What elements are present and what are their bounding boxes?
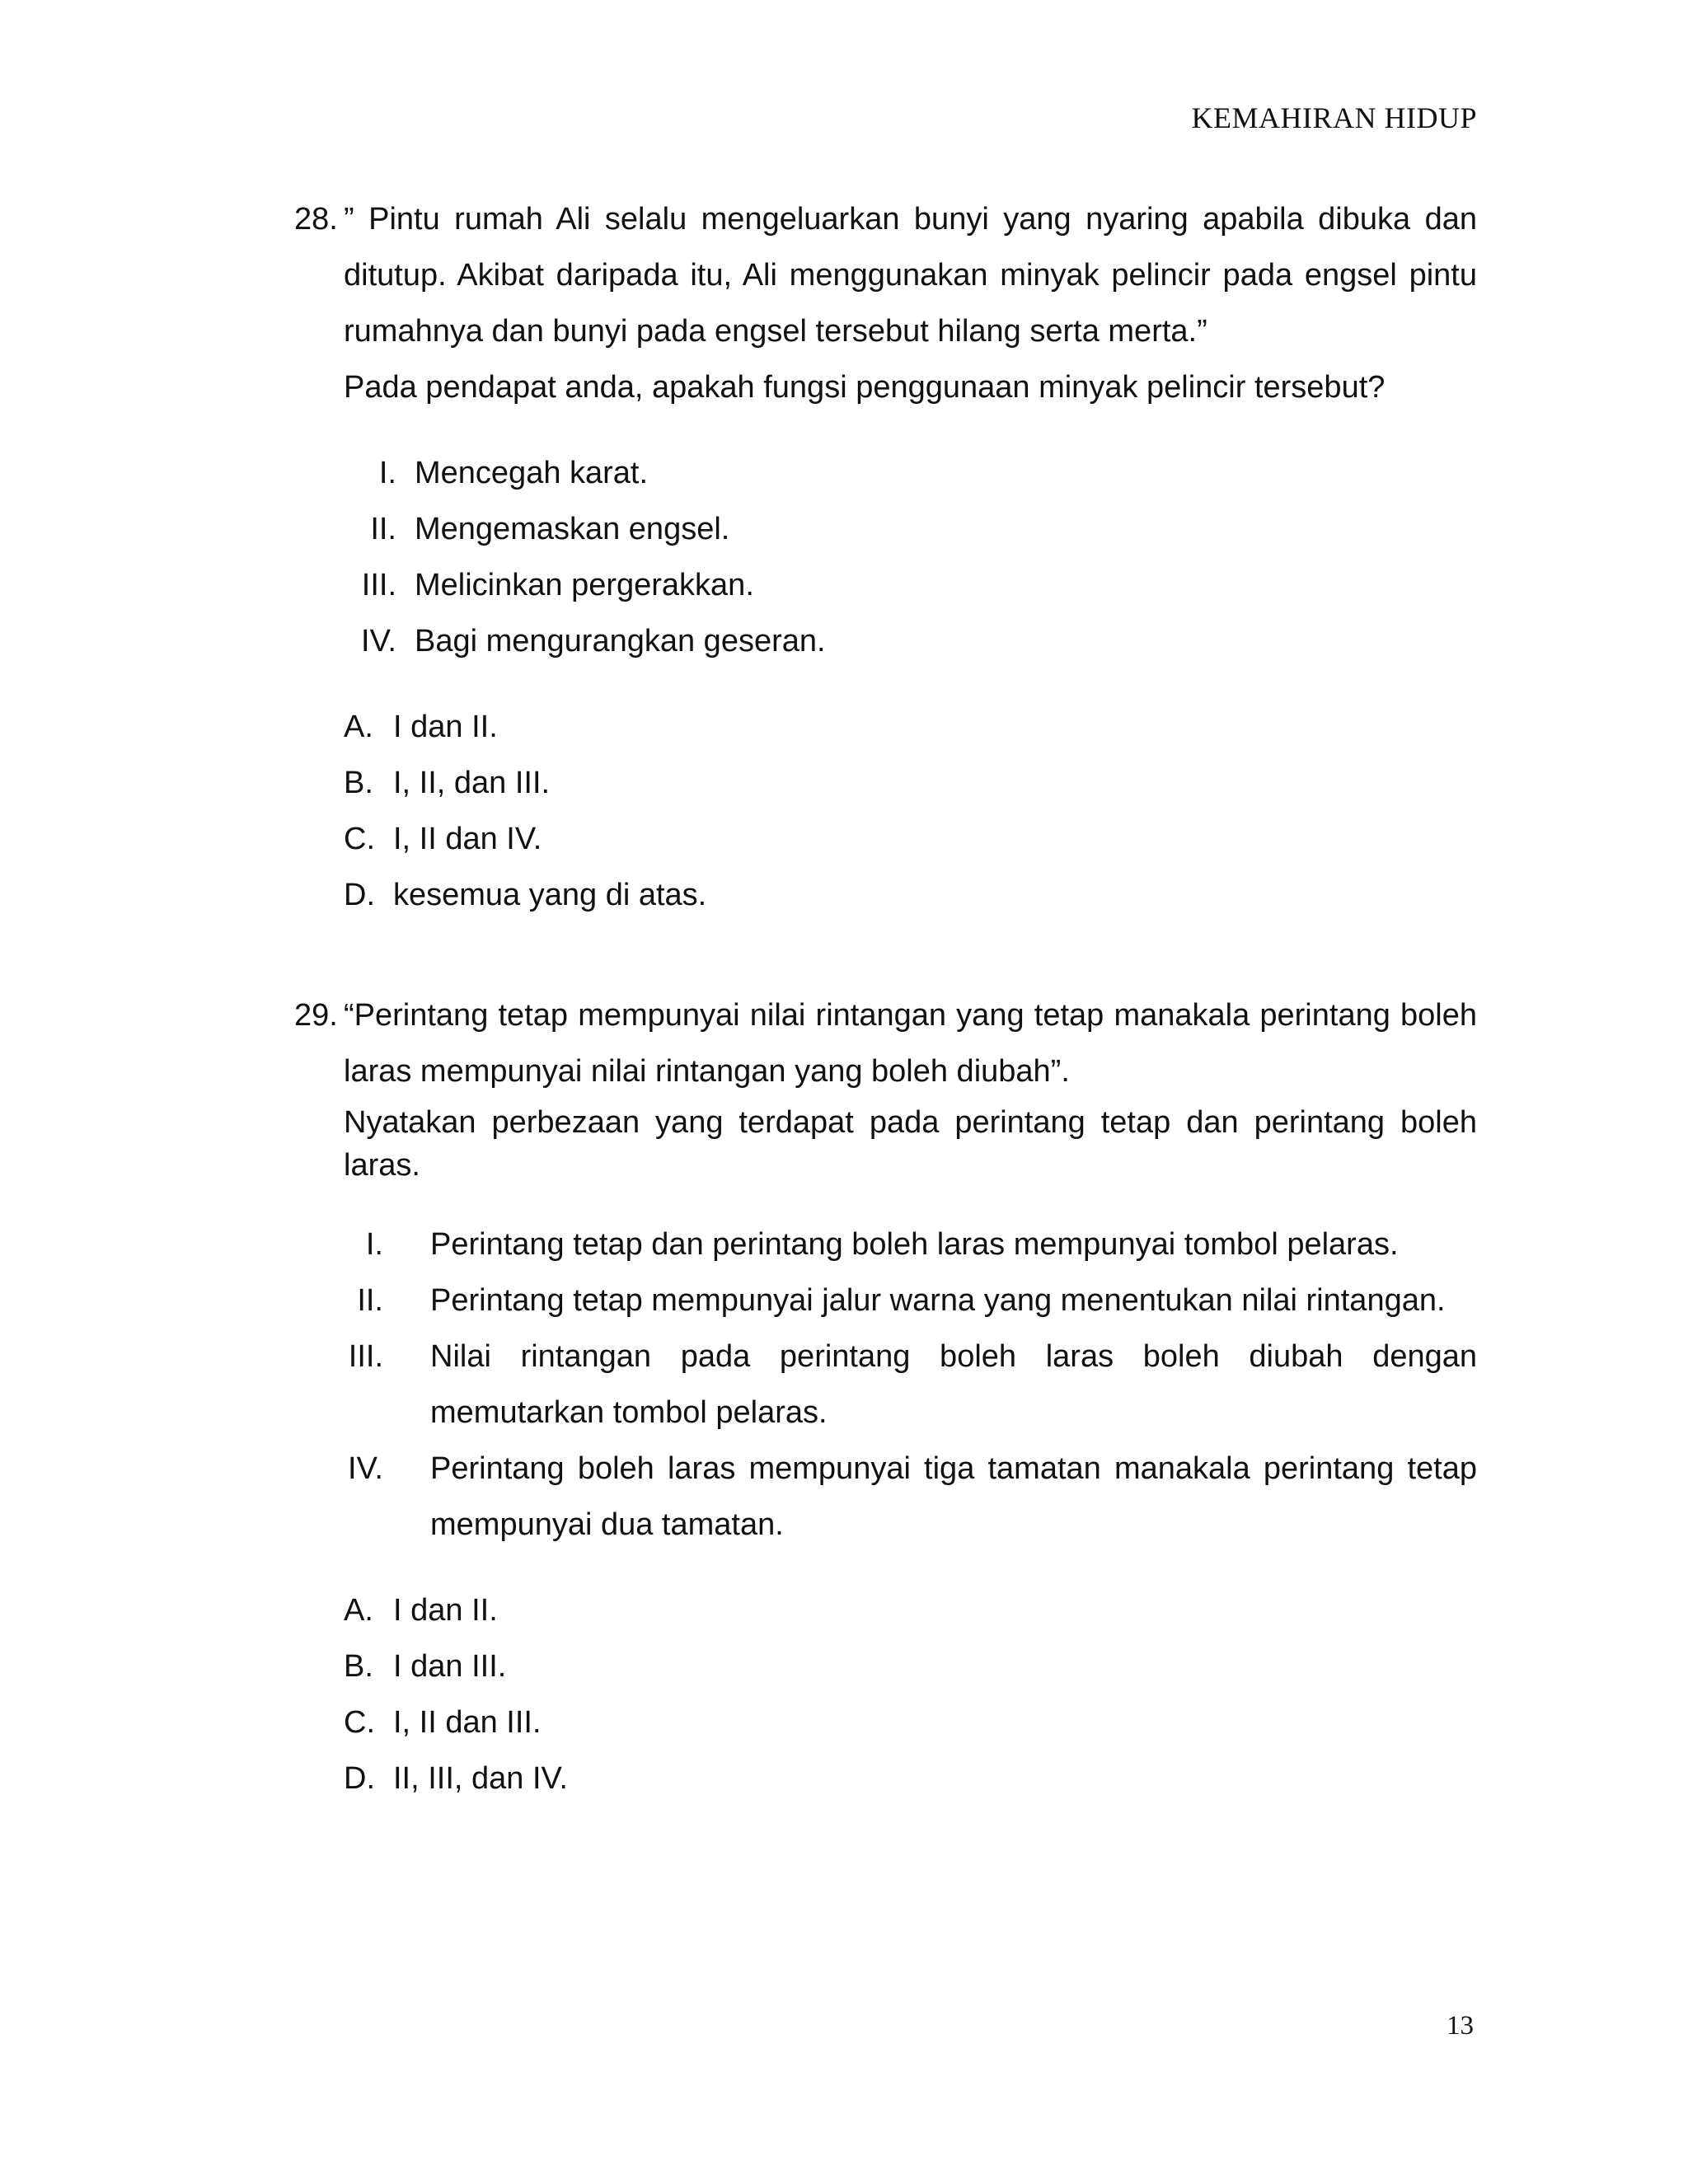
option-letter: B.: [344, 766, 373, 800]
option-letter: D.: [344, 1761, 375, 1796]
option-letter: A.: [344, 1593, 373, 1628]
statement-item: [344, 501, 1477, 557]
statement-numeral: I.: [365, 1227, 383, 1262]
option-letter: B.: [344, 1649, 373, 1684]
statement-text: Melicinkan pergerakkan.: [415, 568, 754, 602]
statement-text: Perintang tetap dan perintang boleh laras mempunyai tombol pelaras.: [430, 1227, 1399, 1262]
option-letter: C.: [344, 1705, 375, 1740]
option-text: I dan II.: [393, 710, 498, 744]
statement-item: [344, 1329, 1477, 1441]
question-number: 28.: [294, 202, 338, 237]
statement-numeral: I.: [378, 456, 396, 490]
statement-list: [344, 445, 1477, 669]
question-28: [294, 191, 1477, 923]
option-text: I, II dan IV.: [393, 822, 542, 856]
option-text: II, III, dan IV.: [393, 1761, 568, 1796]
question-prompt: Pada pendapat anda, apakah fungsi penggunaan minyak pelincir tersebut?: [344, 370, 1386, 405]
option-text: I dan III.: [393, 1649, 507, 1684]
statement-item: [344, 1441, 1477, 1553]
statement-item: [344, 1216, 1477, 1272]
answer-options: [344, 699, 1477, 923]
answer-option-b[interactable]: [344, 1638, 1477, 1694]
page-number: 13: [1447, 2011, 1474, 2041]
statement-numeral: III.: [361, 568, 396, 602]
answer-options: [344, 1582, 1477, 1807]
statement-numeral: II.: [357, 1283, 383, 1318]
answer-option-a[interactable]: [344, 699, 1477, 755]
answer-option-d[interactable]: [344, 867, 1477, 923]
statement-numeral: IV.: [361, 624, 396, 658]
statement-item: [344, 445, 1477, 501]
answer-option-a[interactable]: [344, 1582, 1477, 1638]
option-text: I, II dan III.: [393, 1705, 542, 1740]
page-header-title: KEMAHIRAN HIDUP: [1191, 101, 1477, 134]
question-stem: “Perintang tetap mempunyai nilai rintangan yang tetap manakala perintang boleh laras mempunyai nilai rintangan yang boleh diubah”.: [344, 998, 1477, 1089]
statement-numeral: II.: [370, 512, 396, 546]
question-stem: ” Pintu rumah Ali selalu mengeluarkan bunyi yang nyaring apabila dibuka dan ditutup. Akibat daripada itu, Ali menggunakan minyak pelincir pada engsel pintu rumahnya dan bunyi pada engsel tersebut hilang serta merta.”: [344, 202, 1477, 349]
statement-item: [344, 557, 1477, 613]
statement-text: Mencegah karat.: [415, 456, 649, 490]
option-text: kesemua yang di atas.: [393, 878, 707, 912]
answer-option-b[interactable]: [344, 755, 1477, 811]
statement-text: Mengemaskan engsel.: [415, 512, 730, 546]
statement-numeral: IV.: [348, 1451, 383, 1486]
option-letter: C.: [344, 822, 375, 856]
statement-text: Perintang tetap mempunyai jalur warna yang menentukan nilai rintangan.: [430, 1283, 1446, 1318]
question-prompt: Nyatakan perbezaan yang terdapat pada perintang tetap dan perintang boleh laras.: [344, 1105, 1477, 1183]
option-text: I, II, dan III.: [393, 766, 551, 800]
option-letter: A.: [344, 710, 373, 744]
question-29: [294, 987, 1477, 1807]
statement-text: Bagi mengurangkan geseran.: [415, 624, 826, 658]
answer-option-c[interactable]: [344, 1694, 1477, 1750]
statement-text: Perintang boleh laras mempunyai tiga tamatan manakala perintang tetap mempunyai dua tamatan.: [430, 1451, 1477, 1542]
option-text: I dan II.: [393, 1593, 498, 1628]
answer-option-c[interactable]: [344, 811, 1477, 867]
statement-list: [344, 1216, 1477, 1553]
question-number: 29.: [294, 998, 338, 1033]
statement-text: Nilai rintangan pada perintang boleh laras boleh diubah dengan memutarkan tombol pelaras.: [430, 1339, 1477, 1430]
statement-numeral: III.: [348, 1339, 383, 1374]
answer-option-d[interactable]: [344, 1750, 1477, 1807]
option-letter: D.: [344, 878, 375, 912]
statement-item: [344, 1272, 1477, 1329]
statement-item: [344, 613, 1477, 669]
